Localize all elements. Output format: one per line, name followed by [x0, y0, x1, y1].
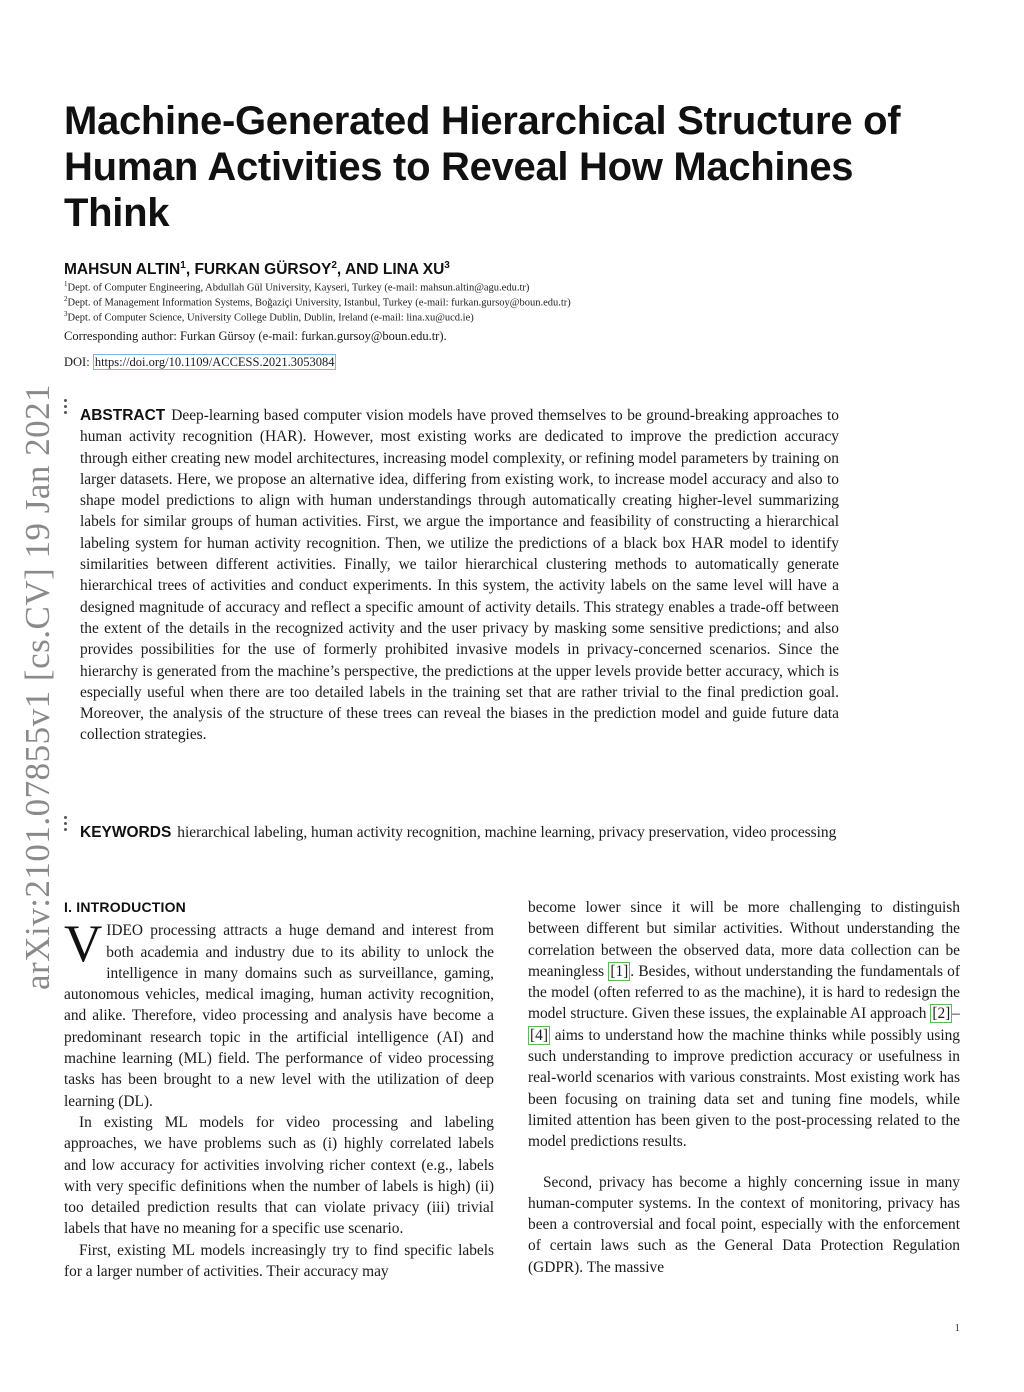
- doi-link[interactable]: https://doi.org/10.1109/ACCESS.2021.3053084: [94, 355, 335, 369]
- affiliation: [64, 310, 474, 324]
- paragraph-text: aims to understand how the machine thinks while possibly using such understanding to improve prediction accuracy or usefulness in real-world scenarios with various constraints. Most existing work has been focusing on training data set and tuning fine models, while limited attention has been given to the post-processing related to the model predictions results.: [528, 1026, 960, 1151]
- affiliation: [64, 280, 529, 294]
- body-paragraph: [64, 915, 494, 1112]
- author-affiliation-mark: 1: [180, 260, 186, 271]
- abstract: [80, 405, 839, 746]
- body-column-right: [528, 897, 960, 1278]
- author-affiliation-mark: 3: [444, 260, 450, 271]
- author-affiliation-mark: 2: [331, 260, 337, 271]
- citation-link[interactable]: [4]: [530, 1026, 548, 1044]
- doi-label: DOI:: [64, 355, 90, 369]
- paragraph-text: IDEO processing attracts a huge demand and interest from both academia and industry due to its ability to unlock the intelligence in many domains such as surveillance, gaming, autonomous vehicles, medical imaging, human activity recognition, and alike. Therefore, video processing and analysis have become a predominant research topic in the artificial intelligence (AI) and machine learning (ML) field. The performance of video processing tasks has been brought to a new level with the utilization of deep learning (DL).: [64, 922, 494, 1110]
- keywords-label: KEYWORDS: [80, 824, 172, 841]
- citation-link[interactable]: [1]: [610, 962, 629, 980]
- paragraph-text: become lower since it will be more challenging to distinguish between different but similar activities. Without understanding the correlation between the observed data, more data collection can be meaningless: [528, 899, 960, 980]
- affiliation-number: 3: [64, 310, 68, 318]
- author-name: MAHSUN ALTIN: [64, 261, 181, 279]
- author-list: MAHSUN ALTIN$^1$, FURKAN GÜRSOY$^2$, AND LINA $XU^3$: [64, 260, 450, 279]
- corresponding-author: Corresponding author: Furkan Gürsoy (e-mail: furkan.gursoy@boun.edu.tr).: [64, 329, 447, 343]
- section-heading: I. INTRODUCTION: [64, 899, 186, 915]
- keywords-text: hierarchical labeling, human activity recognition, machine learning, privacy preservation, video processing: [177, 824, 837, 841]
- keywords: [80, 822, 839, 843]
- section-marker-dots: [64, 816, 68, 834]
- body-paragraph: In existing ML models for video processing and labeling approaches, we have problems such as (i) highly correlated labels and low accuracy for activities involving richer context (e.g., labels with very specific definitions when the number of labels is high) (ii) too detailed prediction results that can violate privacy (iii) trivial labels that have no meaning for a specific use scenario.: [64, 1113, 494, 1238]
- arxiv-identifier-stamp: arXiv:2101.07855v1 [cs.CV] 19 Jan 2021: [18, 383, 57, 990]
- author-name: AND LINA XU: [344, 261, 445, 279]
- citation-range-dash: –: [952, 1005, 960, 1023]
- body-column-left: [64, 897, 494, 1282]
- paragraph-text: . Besides, without understanding the fundamentals of the model (often referred to as the machine), it is hard to redesign the model structure. Given these issues, the explainable AI approach: [528, 962, 961, 1023]
- abstract-label: ABSTRACT: [80, 407, 166, 424]
- author-name: FURKAN GÜRSOY: [194, 261, 332, 279]
- body-paragraph: [528, 897, 960, 1153]
- affiliation-number: 2: [64, 295, 68, 303]
- page-number: 1: [954, 1322, 960, 1334]
- affiliation-text: Dept. of Management Information Systems, Boğaziçi University, Istanbul, Turkey (e-mail: furkan.gursoy@boun.edu.tr): [67, 297, 571, 309]
- affiliation-text: Dept. of Computer Science, University College Dublin, Dublin, Ireland (e-mail: lina.xu@ucd.ie): [67, 312, 474, 324]
- body-paragraph: Second, privacy has become a highly concerning issue in many human-computer systems. In the context of monitoring, privacy has been a controversial and focal point, especially with the enforcement of certain laws such as the General Data Protection Regulation (GDPR). The massive: [528, 1173, 960, 1276]
- affiliation-number: 1: [64, 280, 68, 288]
- affiliation-text: Dept. of Computer Engineering, Abdullah Gül University, Kayseri, Turkey (e-mail: mahsun.altin@agu.edu.tr): [67, 282, 530, 294]
- paper-title: Machine-Generated Hierarchical Structure of Human Activities to Reveal How Machines Think: [64, 99, 901, 235]
- abstract-text: Deep-learning based computer vision models have proved themselves to be ground-breaking approaches to human activity recognition (HAR). However, most existing works are dedicated to improve the prediction accuracy through either creating new model architectures, increasing model complexity, or refining model parameters by training on larger datasets. Here, we propose an alternative idea, differing from existing work, to increase model accuracy and also to shape model predictions to align with human understandings through automatically creating higher-level summarizing labels for similar groups of human activities. First, we argue the importance and feasibility of constructing a hierarchical labeling system for human activity recognition. Then, we utilize the predictions of a black box HAR model to identify similarities between different activities. Finally, we tailor hierarchical clustering methods to automatically generate hierarchical trees of activities and conduct experiments. In this system, the activity labels on the same level will have a designed magnitude of accuracy and reflect a specific amount of activity details. This strategy enables a trade-off between the extent of the details in the recognized activity and the user privacy by masking some sensitive predictions; and also provides possibilities for the use of formerly prohibited invasive models in privacy-concerned scenarios. Since the hierarchy is generated from the machine’s perspective, the predictions at the upper levels provide better accuracy, which is especially useful when there are too detailed labels in the training set that are rather trivial to the final prediction goal. Moreover, the analysis of the structure of these trees can reveal the biases in the prediction model and guide future data collection strategies.: [80, 407, 839, 744]
- body-paragraph: First, existing ML models increasingly try to find specific labels for a larger number of activities. Their accuracy may: [64, 1241, 494, 1281]
- citation-link[interactable]: [2]: [932, 1005, 951, 1023]
- affiliation: [64, 295, 571, 309]
- doi-line: [64, 355, 336, 370]
- drop-cap: V: [64, 915, 103, 974]
- section-marker-dots: [64, 399, 68, 417]
